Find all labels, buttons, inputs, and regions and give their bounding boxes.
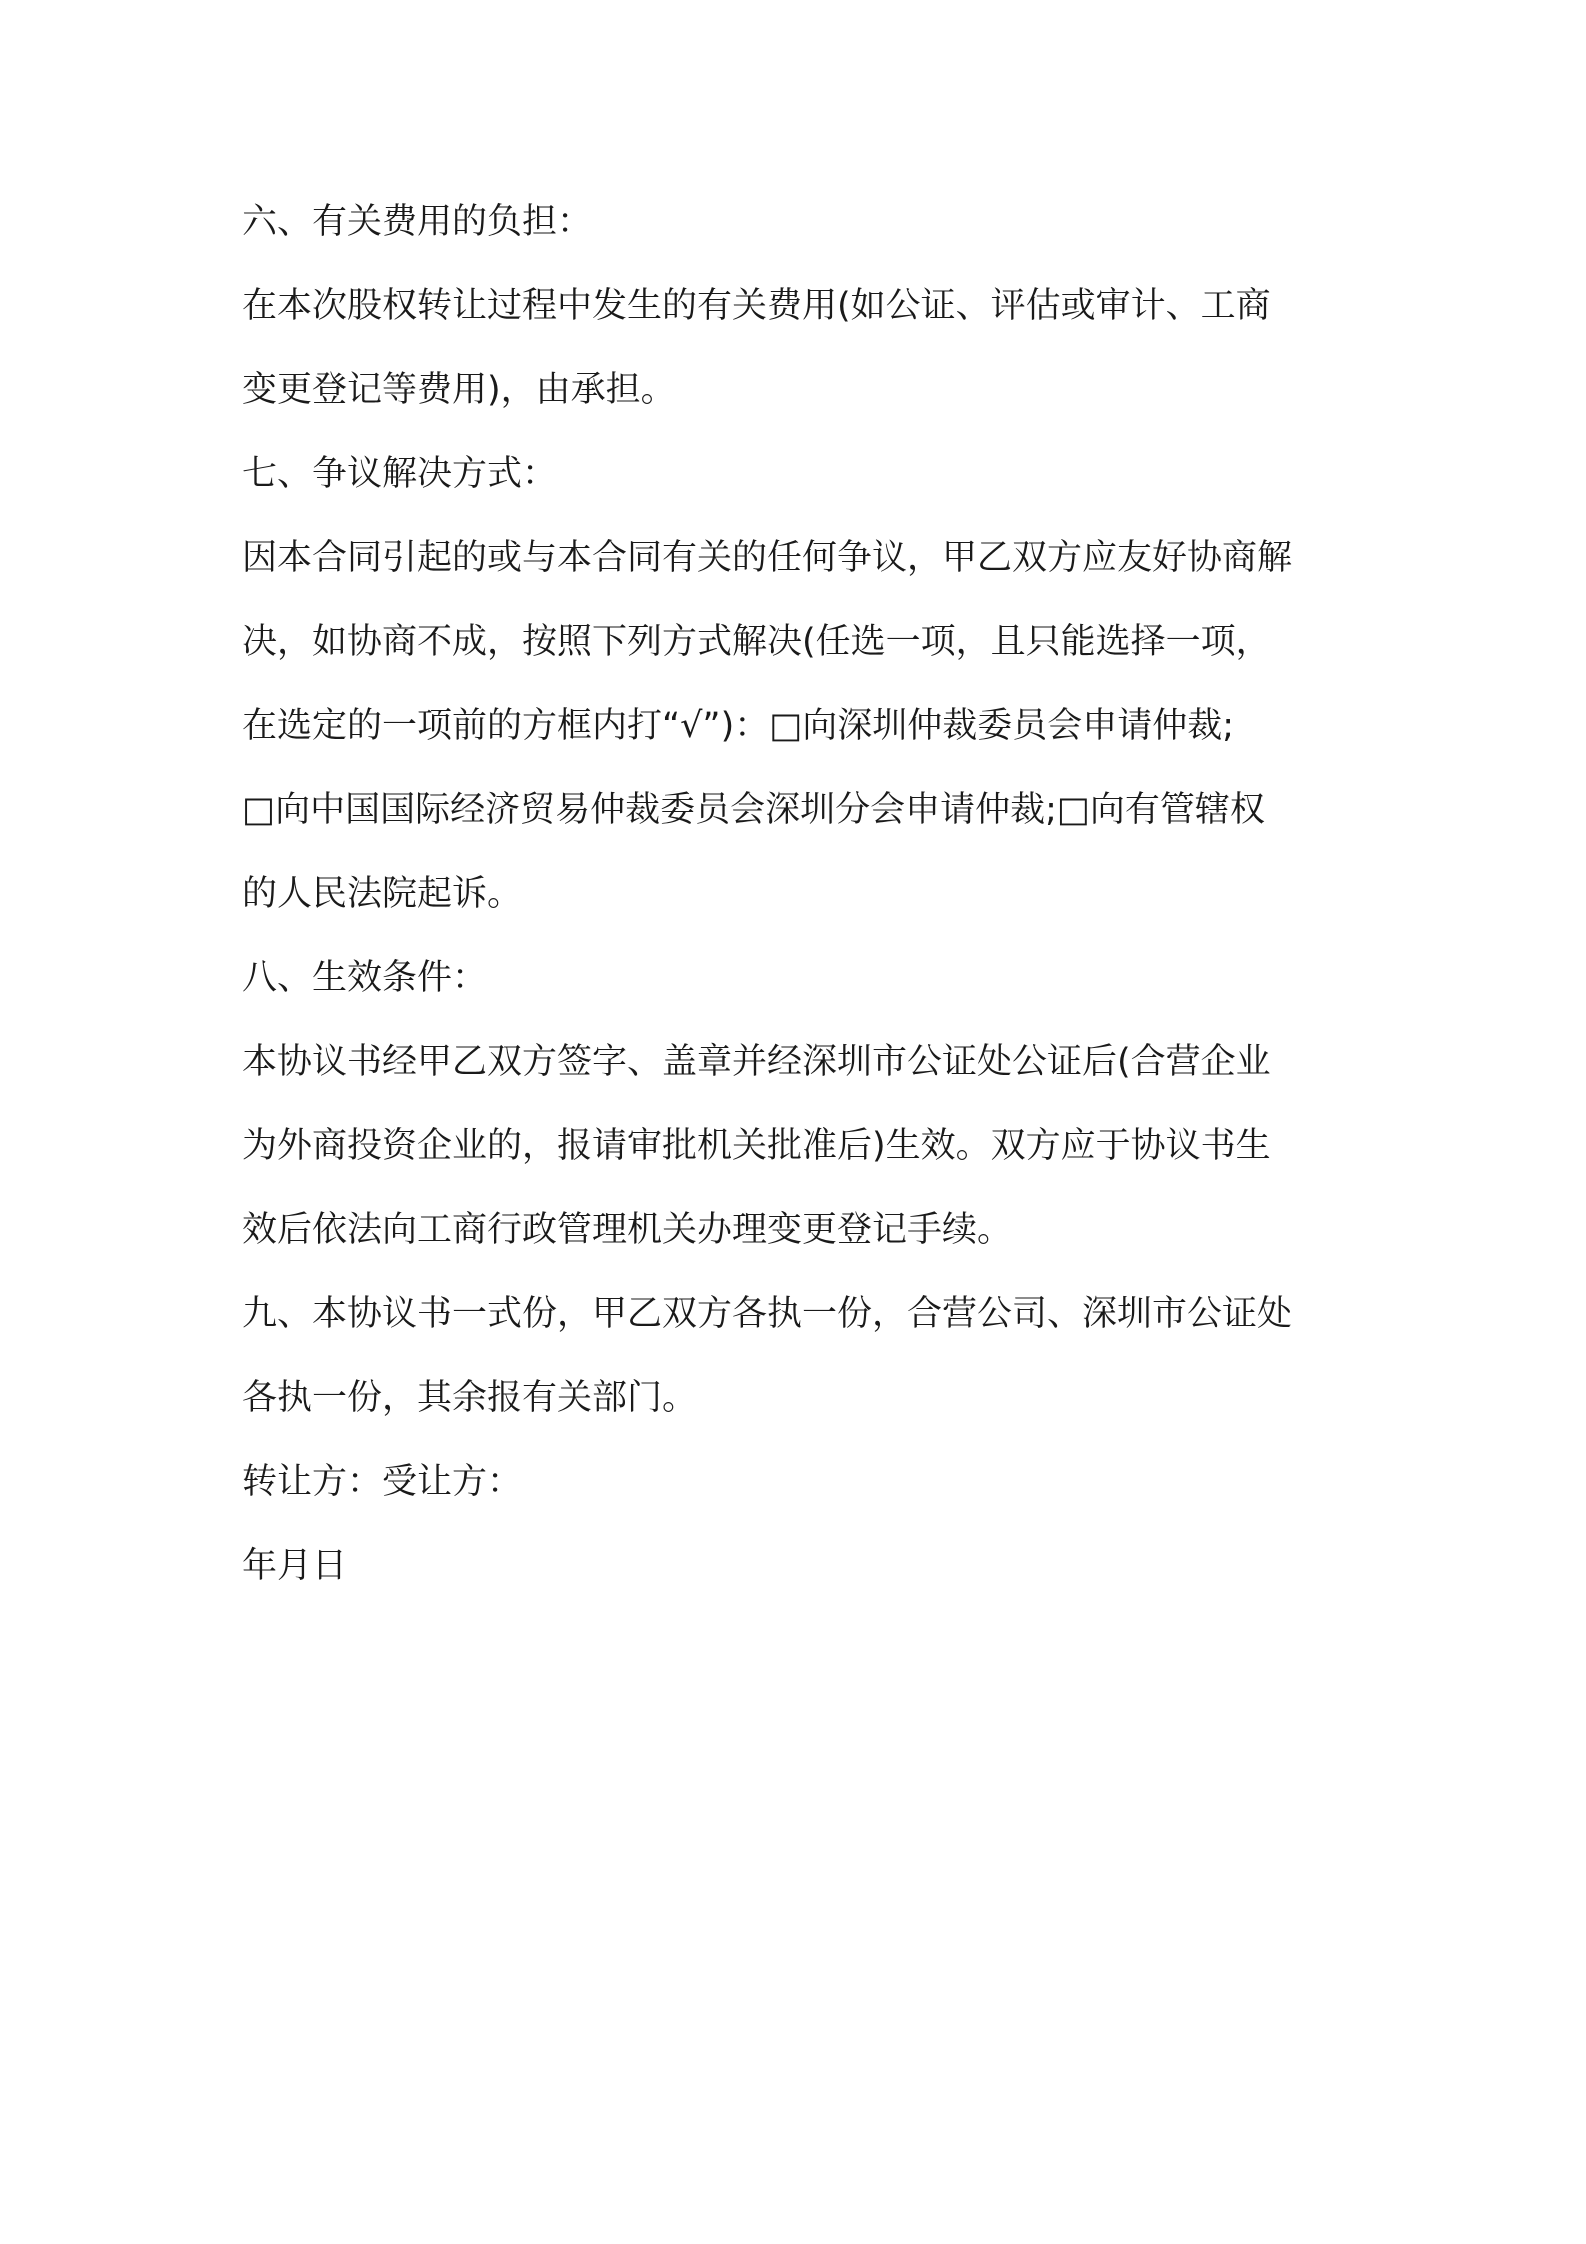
section-7-line-3: 在选定的一项前的方框内打“√”)：□向深圳仲裁委员会申请仲裁; [242,706,1235,746]
signature-date: 年月日 [242,1546,348,1586]
section-8-heading: 八、生效条件： [242,958,488,998]
section-7-line-1: 因本合同引起的或与本合同有关的任何争议，甲乙双方应友好协商解 [242,538,1293,578]
section-7-line-5: 的人民法院起诉。 [242,874,523,914]
section-6-line-2: 变更登记等费用)，由承担。 [242,370,676,410]
section-7-heading: 七、争议解决方式： [242,454,558,494]
section-8-line-3: 效后依法向工商行政管理机关办理变更登记手续。 [242,1210,1013,1250]
document-body [242,180,1362,1608]
section-8-line-2: 为外商投资企业的，报请审批机关批准后)生效。双方应于协议书生 [242,1126,1271,1166]
section-6-heading: 六、有关费用的负担： [242,202,593,242]
section-9-line-1: 九、本协议书一式份，甲乙双方各执一份，合营公司、深圳市公证处 [242,1294,1293,1334]
signature-parties: 转让方：受让方： [242,1462,523,1502]
section-6-line-1: 在本次股权转让过程中发生的有关费用(如公证、评估或审计、工商 [242,286,1271,326]
section-7-line-4: □向中国国际经济贸易仲裁委员会深圳分会申请仲裁;□向有管辖权 [242,790,1265,830]
section-9-line-2: 各执一份，其余报有关部门。 [242,1378,698,1418]
section-7-line-2: 决，如协商不成，按照下列方式解决(任选一项，且只能选择一项， [242,622,1271,662]
section-8-line-1: 本协议书经甲乙双方签字、盖章并经深圳市公证处公证后(合营企业 [242,1042,1271,1082]
